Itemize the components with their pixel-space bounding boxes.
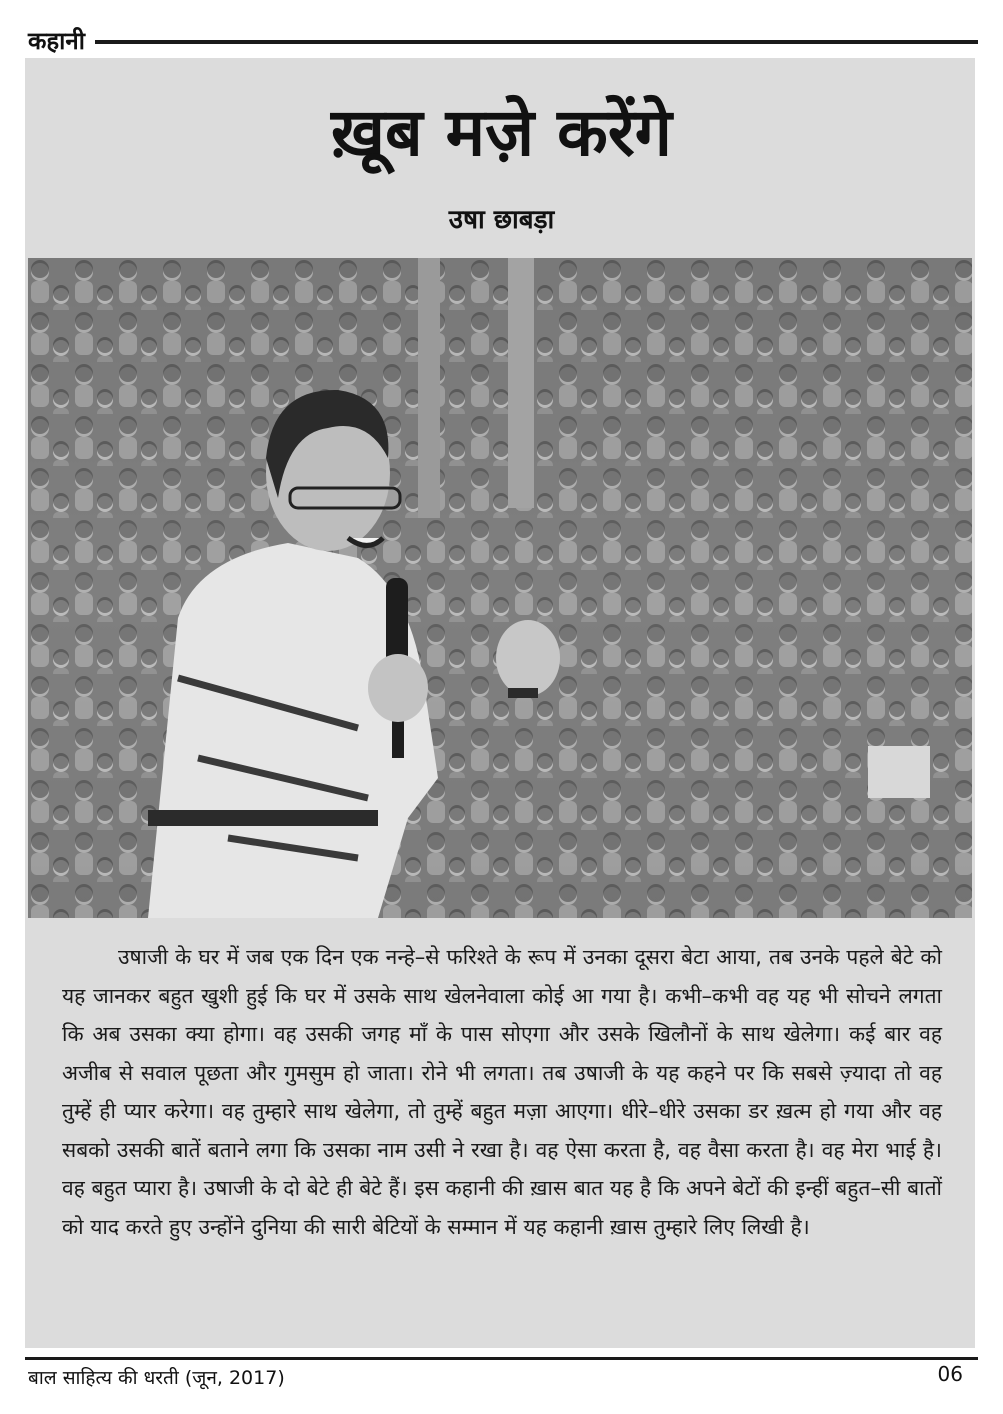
publication-name: बाल साहित्य की धरती (जून, 2017)	[28, 1367, 285, 1389]
header-rule	[95, 40, 978, 44]
section-label: कहानी	[28, 26, 85, 55]
footer-rule	[25, 1357, 978, 1360]
story-photo	[28, 258, 972, 918]
story-author: उषा छाबड़ा	[448, 205, 555, 235]
section-header	[28, 22, 978, 58]
story-title: ख़ूब मज़े करेंगे	[331, 94, 672, 171]
crowd-photo-illustration	[28, 258, 972, 918]
page-number: 06	[937, 1362, 963, 1386]
story-body: उषाजी के घर में जब एक दिन एक नन्हे–से फरिश्ते के रूप में उनका दूसरा बेटा आया, तब उनके पहले बेटे को यह जानकर बहुत खुशी हुई कि घर में उसके साथ खेलनेवाला कोई आ गया है। कभी–कभी वह यह भी सोचने लगता कि अब उसका क्या होगा। वह उसकी जगह माँ के पास सोएगा और उसके खिलौनों के साथ खेलेगा। कई बार वह अजीब से सवाल पूछता और गुमसुम हो जाता। रोने भी लगता। तब उषाजी के यह कहने पर कि सबसे ज़्यादा तो वह तुम्हें ही प्यार करेगा। वह तुम्हारे साथ खेलेगा, तो तुम्हें बहुत मज़ा आएगा। धीरे–धीरे उसका डर ख़त्म हो गया और वह सबको उसकी बातें बताने लगा कि उसका नाम उसी ने रखा है। वह ऐसा करता है, वह वैसा करता है। वह मेरा भाई है। वह बहुत प्यारा है। उषाजी के दो बेटे ही बेटे हैं। इस कहानी की ख़ास बात यह है कि अपने बेटों की इन्हीं बहुत–सी बातों को याद करते हुए उन्होंने दुनिया की सारी बेटियों के सम्मान में यह कहानी ख़ास तुम्हारे लिए लिखी है।	[62, 945, 943, 1239]
